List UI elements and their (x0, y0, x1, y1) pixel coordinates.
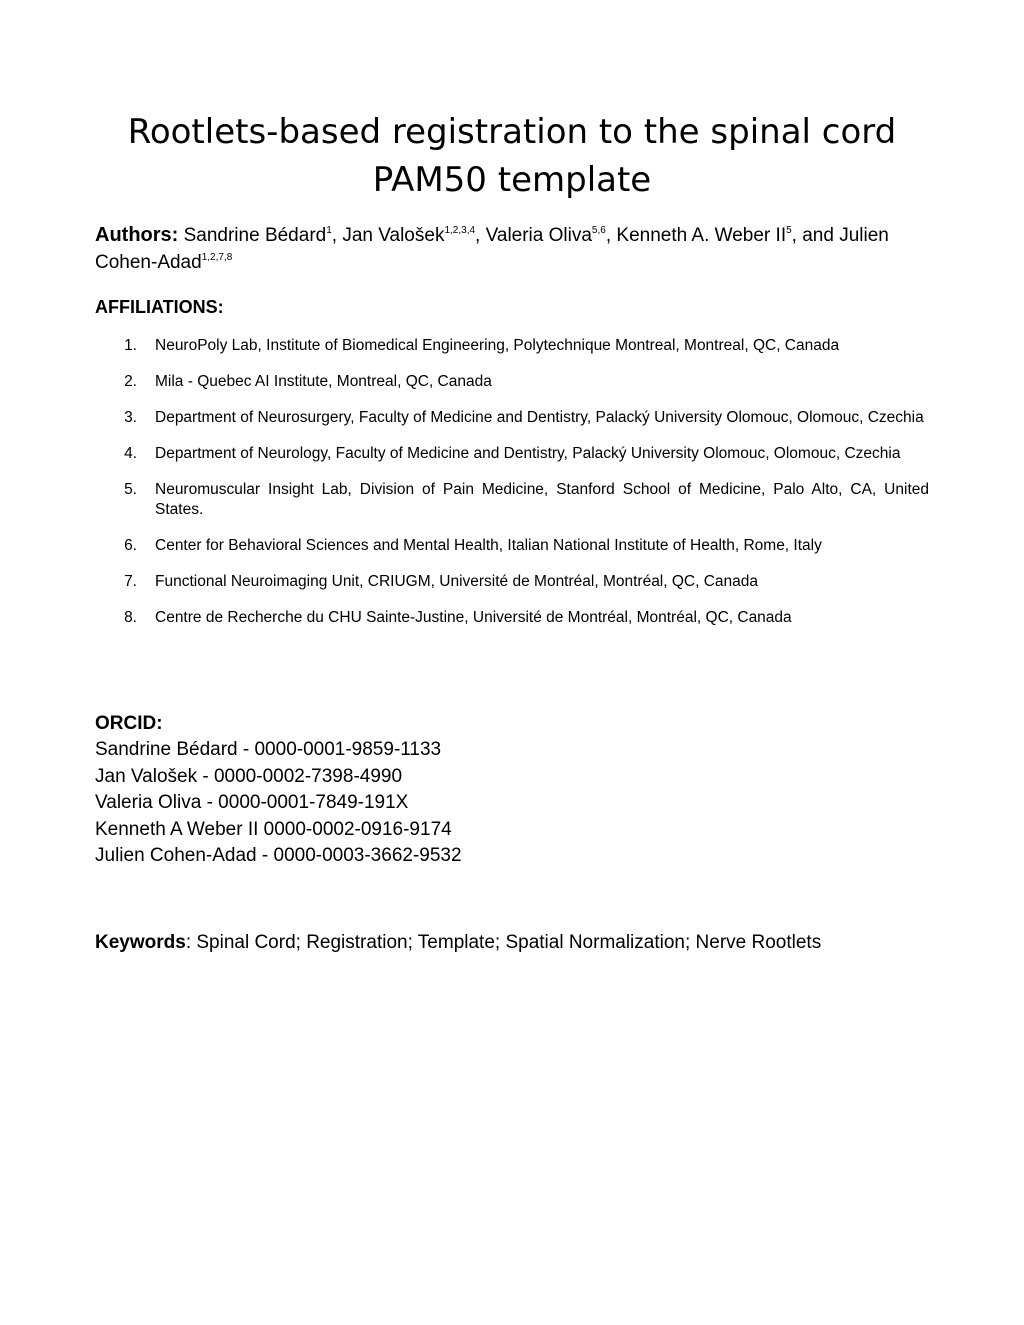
orcid-heading: ORCID: (95, 713, 163, 734)
author-affiliation-marks: 1,2,3,4 (444, 225, 476, 236)
author-affiliation-marks: 5 (786, 225, 792, 236)
affiliation-item (95, 608, 929, 628)
keywords-text: : Spinal Cord; Registration; Template; Spatial Normalization; Nerve Rootlets (185, 932, 822, 953)
keywords-line (95, 930, 821, 956)
affiliation-text: Mila - Quebec AI Institute, Montreal, QC, Canada (155, 373, 492, 390)
author-affiliation-marks: 5,6 (591, 225, 606, 236)
affiliation-item (95, 536, 929, 556)
author-affiliation-marks: 1 (326, 225, 332, 236)
affiliation-number: 4. (124, 445, 137, 462)
authors-block: Authors: Sandrine Bédard$^1$, Jan Valošek$^{1,2,3,4}$, Valeria Oliva$^{5,6}$, Kenneth A. Weber $II^5$, and Julien Cohen-Adad$^{1,2,7,8}$ (95, 224, 889, 273)
author: Valeria Oliva$^{5,6}$ (485, 225, 606, 246)
affiliations-list (95, 336, 929, 644)
affiliation-item (95, 372, 929, 392)
orcid-entry: Sandrine Bédard - 0000-0001-9859-1133 (95, 739, 442, 760)
affiliation-number: 3. (124, 409, 137, 426)
orcid-entry: Julien Cohen-Adad - 0000-0003-3662-9532 (95, 845, 462, 866)
keywords-label: Keywords (95, 932, 186, 953)
affiliation-number: 5. (124, 481, 137, 498)
author: Julien Cohen-Adad$^{1,2,7,8}$ (95, 225, 889, 273)
affiliations-heading: AFFILIATIONS: (95, 297, 224, 317)
affiliation-item (95, 572, 929, 592)
affiliation-item (95, 336, 929, 356)
affiliation-text: Neuromuscular Insight Lab, Division of Pain Medicine, Stanford School of Medicine, Palo Alto, CA, United States. (155, 481, 929, 518)
affiliation-number: 2. (124, 373, 137, 390)
affiliation-number: 7. (124, 572, 137, 590)
paper-title: Rootlets-based registration to the spinal cord PAM50 template (127, 112, 897, 200)
affiliation-text: Department of Neurology, Faculty of Medicine and Dentistry, Palacký University Olomouc, Olomouc, Czechia (155, 445, 901, 462)
orcid-list (95, 737, 462, 870)
author-affiliation-marks: 1,2,7,8 (201, 252, 233, 263)
affiliation-item (95, 480, 929, 519)
affiliation-text: Functional Neuroimaging Unit, CRIUGM, Université de Montréal, Montréal, QC, Canada (155, 572, 759, 590)
authors-label: Authors: (95, 224, 179, 246)
author: Jan Valošek$^{1,2,3,4}$ (342, 225, 476, 246)
affiliation-number: 8. (124, 608, 137, 626)
affiliation-text: NeuroPoly Lab, Institute of Biomedical Engineering, Polytechnique Montreal, Montreal, QC, Canada (155, 337, 840, 354)
affiliation-number: 6. (124, 536, 137, 554)
affiliation-number: 1. (124, 337, 137, 354)
orcid-entry: Jan Valošek - 0000-0002-7398-4990 (95, 765, 403, 787)
affiliation-text: Centre de Recherche du CHU Sainte-Justine, Université de Montréal, Montréal, QC, Canada (155, 608, 792, 626)
orcid-entry: Kenneth A Weber II 0000-0002-0916-9174 (95, 818, 452, 840)
affiliation-text: Department of Neurosurgery, Faculty of Medicine and Dentistry, Palacký University Olomouc, Olomouc, Czechia (155, 409, 924, 426)
affiliation-text: Center for Behavioral Sciences and Mental Health, Italian National Institute of Health, Rome, Italy (155, 536, 822, 554)
affiliation-item (95, 444, 929, 464)
author: Sandrine Bédard$^1$ (183, 225, 332, 246)
orcid-entry: Valeria Oliva - 0000-0001-7849-191X (95, 792, 409, 813)
affiliation-item (95, 408, 929, 428)
author: Kenneth A. Weber $II^5$ (616, 225, 792, 246)
